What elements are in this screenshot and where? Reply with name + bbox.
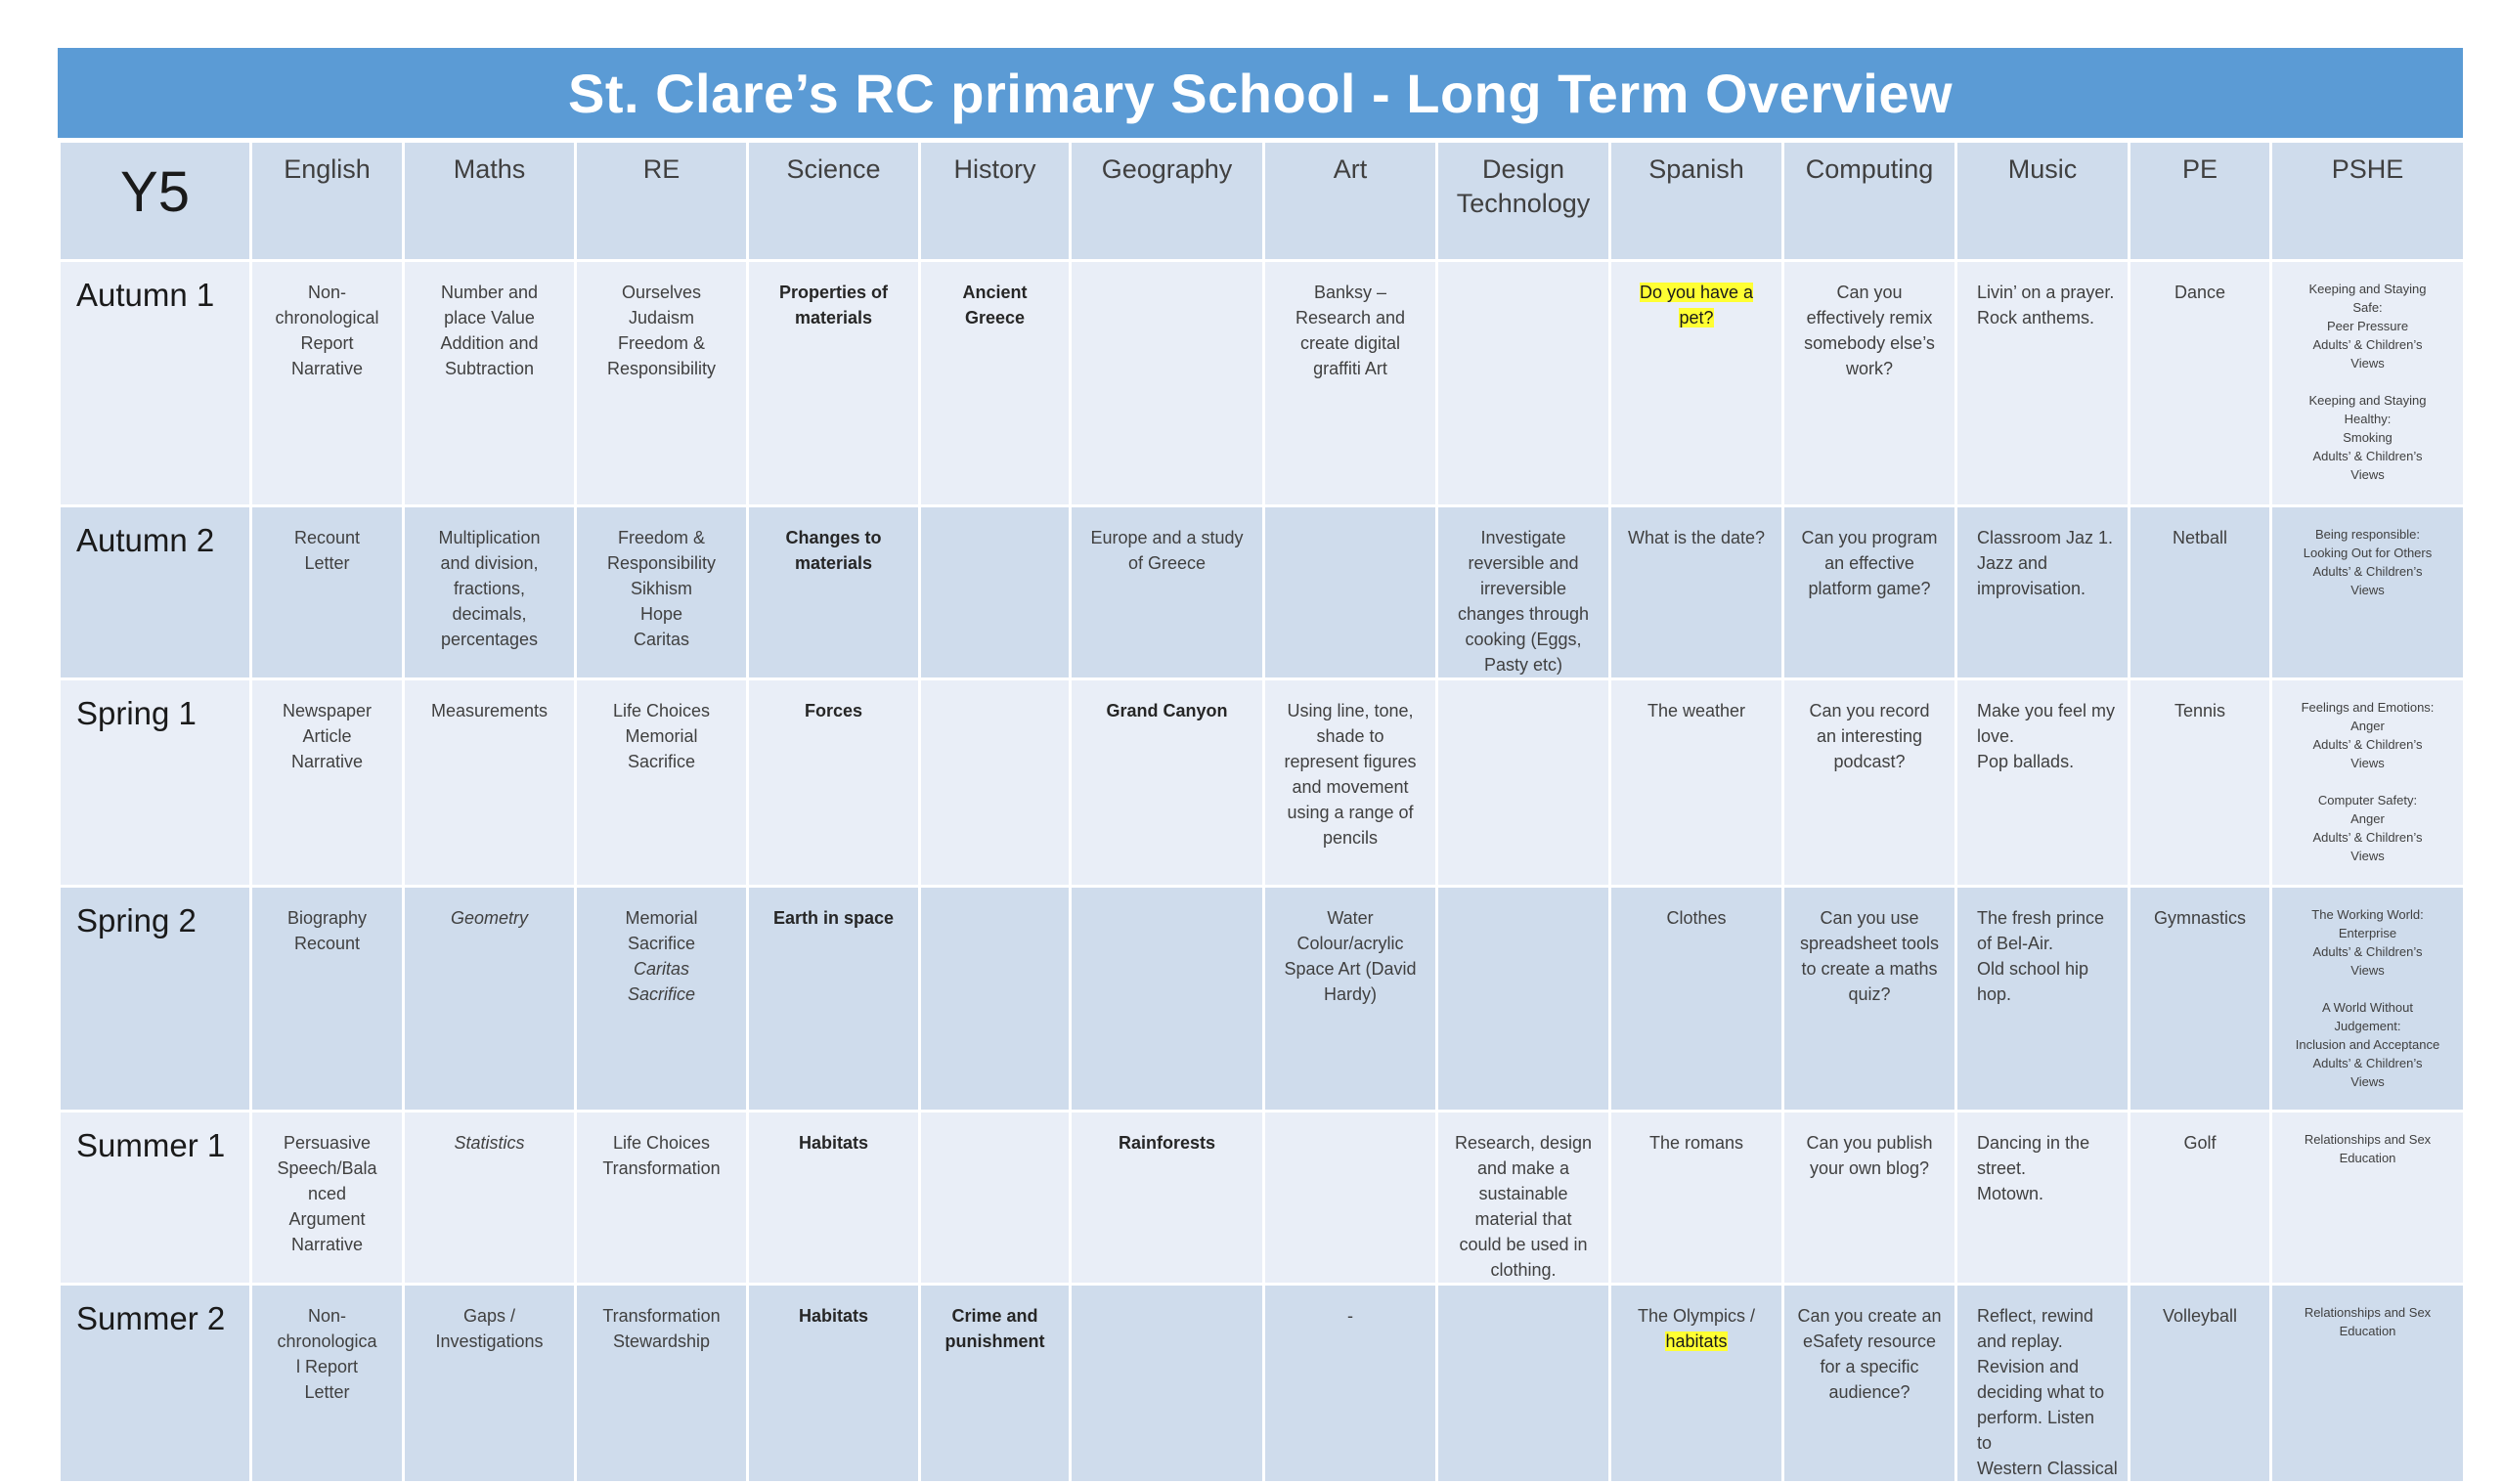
column-header-pshe: PSHE [2271,142,2465,261]
year-label: Y5 [60,142,251,261]
cell-history: Crime and punishment [920,1285,1071,1483]
cell-re: Ourselves Judaism Freedom & Responsibility [576,261,748,506]
cell-pe: Netball [2130,506,2271,679]
cell-pshe: Keeping and Staying Safe: Peer Pressure Adults’ & Children’s Views Keeping and Staying Healthy: Smoking Adults’ & Children’s Views [2271,261,2465,506]
cell-re: Transformation Stewardship [576,1285,748,1483]
cell-science: Changes to materials [748,506,920,679]
term-label: Spring 2 [60,887,251,1112]
cell-music: Dancing in the street. Motown. [1956,1112,2130,1285]
cell-pe: Tennis [2130,679,2271,887]
cell-art [1264,506,1437,679]
page-title: St. Clare’s RC primary School - Long Term Overview [58,48,2463,138]
column-header-geography: Geography [1071,142,1264,261]
cell-design-technology: Investigate reversible and irreversible changes through cooking (Eggs, Pasty etc) [1437,506,1610,679]
cell-music: The fresh prince of Bel-Air. Old school hip hop. [1956,887,2130,1112]
cell-maths: Geometry [404,887,576,1112]
cell-pe: Volleyball [2130,1285,2271,1483]
cell-design-technology: Research, design and make a sustainable material that could be used in clothing. [1437,1112,1610,1285]
cell-art: Using line, tone, shade to represent figures and movement using a range of pencils [1264,679,1437,887]
term-label: Autumn 2 [60,506,251,679]
cell-computing: Can you effectively remix somebody else’s work? [1783,261,1956,506]
cell-history [920,887,1071,1112]
table-row [60,261,2465,506]
cell-art: Banksy – Research and create digital graffiti Art [1264,261,1437,506]
cell-pshe: Being responsible: Looking Out for Others Adults’ & Children’s Views [2271,506,2465,679]
cell-computing: Can you create an eSafety resource for a specific audience? [1783,1285,1956,1483]
table-row [60,506,2465,679]
highlighted-text: habitats [1665,1331,1728,1351]
cell-geography: Grand Canyon [1071,679,1264,887]
cell-geography [1071,261,1264,506]
cell-science: Habitats [748,1112,920,1285]
cell-science: Properties of materials [748,261,920,506]
cell-design-technology [1437,261,1610,506]
cell-pshe: Relationships and Sex Education [2271,1112,2465,1285]
cell-english: Persuasive Speech/Bala nced Argument Narrative [251,1112,404,1285]
column-header-spanish: Spanish [1610,142,1783,261]
highlighted-text: Do you have a pet? [1639,283,1754,327]
cell-art: Water Colour/acrylic Space Art (David Hardy) [1264,887,1437,1112]
table-row [60,1112,2465,1285]
cell-computing: Can you publish your own blog? [1783,1112,1956,1285]
cell-spanish [1610,261,1783,506]
cell-english: Non- chronologica l Report Letter [251,1285,404,1483]
cell-english: Recount Letter [251,506,404,679]
cell-history [920,679,1071,887]
term-label: Summer 1 [60,1112,251,1285]
cell-re: Freedom & Responsibility Sikhism Hope Caritas [576,506,748,679]
column-header-art: Art [1264,142,1437,261]
cell-art: - [1264,1285,1437,1483]
column-header-science: Science [748,142,920,261]
cell-design-technology [1437,1285,1610,1483]
cell-spanish: What is the date? [1610,506,1783,679]
column-header-computing: Computing [1783,142,1956,261]
cell-maths: Multiplication and division, fractions, decimals, percentages [404,506,576,679]
term-label: Spring 1 [60,679,251,887]
cell-history [920,1112,1071,1285]
cell-computing: Can you use spreadsheet tools to create a maths quiz? [1783,887,1956,1112]
column-header-music: Music [1956,142,2130,261]
cell-pshe: The Working World: Enterprise Adults’ & Children’s Views A World Without Judgement: Inclusion and Acceptance Adults’ & Children’s Views [2271,887,2465,1112]
cell-spanish: The romans [1610,1112,1783,1285]
cell-re: Life Choices Memorial Sacrifice [576,679,748,887]
cell-english: Biography Recount [251,887,404,1112]
cell-music: Reflect, rewind and replay. Revision and deciding what to perform. Listen to Western Classical [1956,1285,2130,1483]
cell-pshe: Feelings and Emotions: Anger Adults’ & Children’s Views Computer Safety: Anger Adults’ & Children’s Views [2271,679,2465,887]
cell-computing: Can you program an effective platform game? [1783,506,1956,679]
cell-art [1264,1112,1437,1285]
column-header-design-technology: Design Technology [1437,142,1610,261]
cell-geography [1071,1285,1264,1483]
cell-spanish: Clothes [1610,887,1783,1112]
cell-pshe: Relationships and Sex Education [2271,1285,2465,1483]
cell-history: Ancient Greece [920,261,1071,506]
cell-english: Newspaper Article Narrative [251,679,404,887]
cell-geography: Europe and a study of Greece [1071,506,1264,679]
cell-pe: Gymnastics [2130,887,2271,1112]
column-header-re: RE [576,142,748,261]
cell-maths: Measurements [404,679,576,887]
cell-spanish: The Olympics / habitats [1610,1285,1783,1483]
table-row [60,1285,2465,1483]
header-row [60,142,2465,261]
table-row [60,887,2465,1112]
cell-pe: Dance [2130,261,2271,506]
term-label: Autumn 1 [60,261,251,506]
cell-design-technology [1437,887,1610,1112]
cell-geography [1071,887,1264,1112]
cell-science: Earth in space [748,887,920,1112]
cell-english: Non- chronological Report Narrative [251,261,404,506]
cell-science: Habitats [748,1285,920,1483]
column-header-english: English [251,142,404,261]
cell-re: Memorial Sacrifice Caritas Sacrifice [576,887,748,1112]
cell-design-technology [1437,679,1610,887]
column-header-maths: Maths [404,142,576,261]
column-header-pe: PE [2130,142,2271,261]
cell-computing: Can you record an interesting podcast? [1783,679,1956,887]
column-header-history: History [920,142,1071,261]
cell-music: Make you feel my love. Pop ballads. [1956,679,2130,887]
table-row [60,679,2465,887]
overview-table [58,140,2466,1484]
cell-maths: Statistics [404,1112,576,1285]
cell-maths: Gaps / Investigations [404,1285,576,1483]
cell-spanish: The weather [1610,679,1783,887]
cell-maths: Number and place Value Addition and Subtraction [404,261,576,506]
cell-geography: Rainforests [1071,1112,1264,1285]
cell-music: Classroom Jaz 1. Jazz and improvisation. [1956,506,2130,679]
cell-re: Life Choices Transformation [576,1112,748,1285]
cell-pe: Golf [2130,1112,2271,1285]
cell-music: Livin’ on a prayer. Rock anthems. [1956,261,2130,506]
cell-history [920,506,1071,679]
term-label: Summer 2 [60,1285,251,1483]
cell-science: Forces [748,679,920,887]
